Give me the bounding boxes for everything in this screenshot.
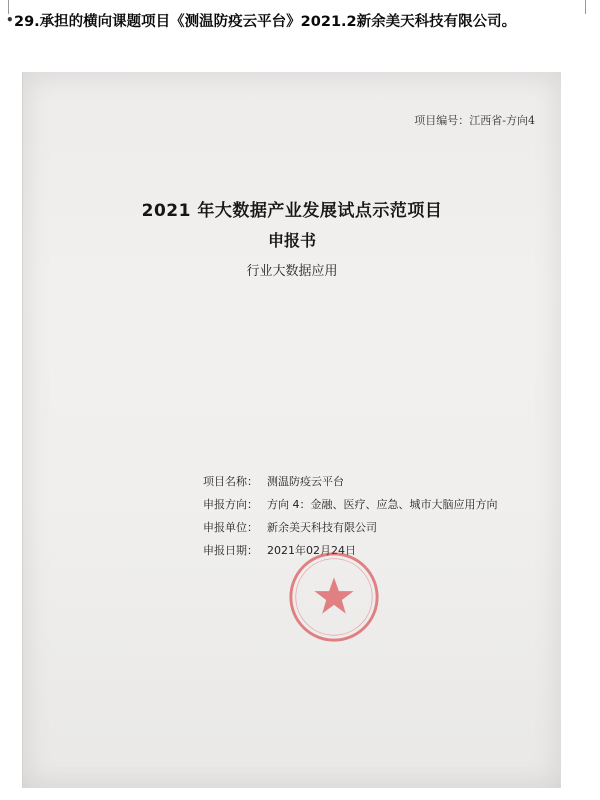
field-applicant [203, 520, 543, 536]
paragraph-marker: • [6, 13, 14, 27]
scanned-cover-photo [22, 72, 561, 788]
field-label: 申报单位： [203, 521, 258, 534]
header-text: 29.承担的横向课题项目《测温防疫云平台》2021.2新余美天科技有限公司。 [14, 14, 517, 30]
field-value: 测温防疫云平台 [267, 475, 344, 488]
field-label: 申报日期： [203, 544, 258, 557]
field-direction [203, 497, 543, 513]
field-project-name [203, 474, 543, 490]
cover-category: 行业大数据应用 [246, 264, 338, 279]
cover-title: 2021 年大数据产业发展试点示范项目 [141, 201, 443, 221]
field-value: 2021年02月24日 [267, 544, 356, 557]
field-label: 项目名称： [203, 475, 258, 488]
cover-subtitle: 申报书 [267, 231, 316, 250]
project-number: 项目编号：江西省-方向4 [414, 114, 535, 127]
document-header [6, 12, 574, 33]
company-seal [285, 548, 383, 646]
field-label: 申报方向： [203, 498, 258, 511]
field-value: 方向 4：金融、医疗、应急、城市大脑应用方向 [267, 498, 498, 511]
corner-mark-right [585, 0, 586, 14]
red-star-seal-icon [285, 548, 383, 646]
field-value: 新余美天科技有限公司 [267, 521, 377, 534]
